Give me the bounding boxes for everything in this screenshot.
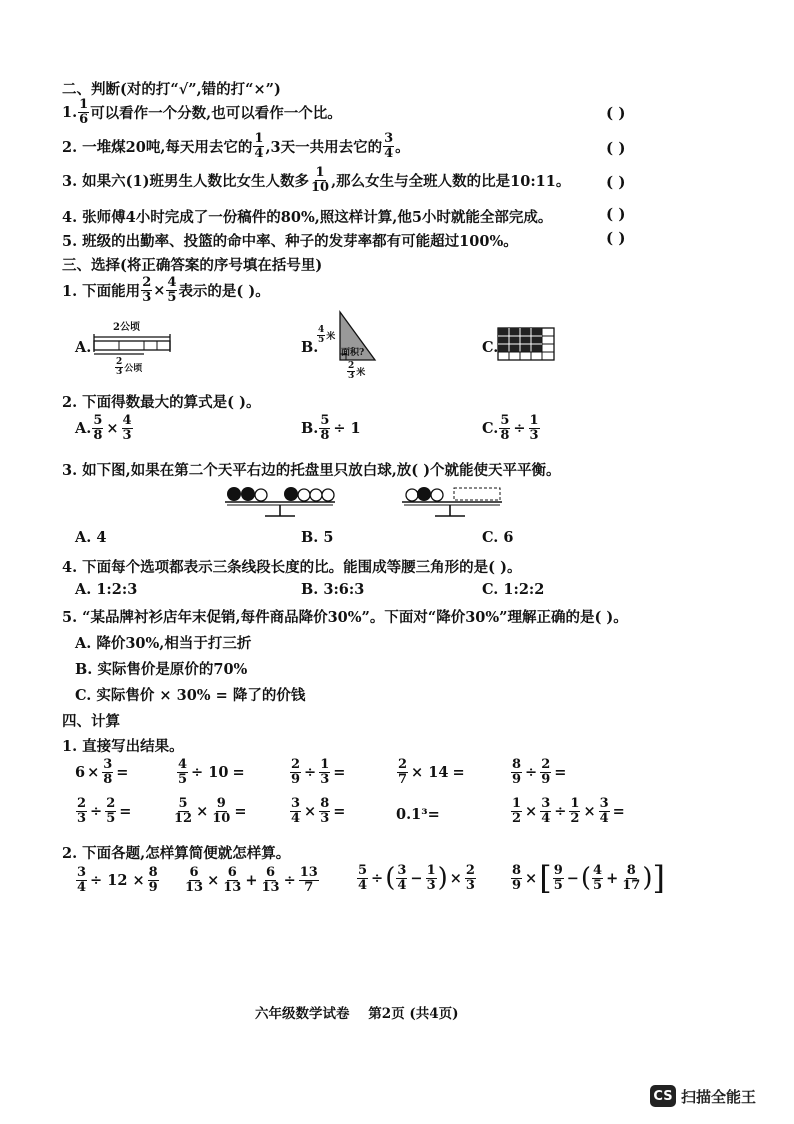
- judge-q3: 3. 如果六(1)班男生人数比女生人数多 $\frac{1}{10}$ ,那么女生与全班人数的比是10:11。: [62, 165, 571, 195]
- choice-q1: 1. 下面能用 $\frac{2}{3}$ × $\frac{4}{5}$ 表示的是( )。: [62, 275, 270, 305]
- balance-scale-2: [402, 482, 504, 522]
- option-b-label[interactable]: B.: [301, 339, 319, 356]
- triangle-left-label: $\frac{4}{5}$ 米: [318, 325, 336, 346]
- judge-q5: 5. 班级的出勤率、投篮的命中率、种子的发芽率都有可能超过100%。: [62, 233, 518, 250]
- section-3-title: 三、选择(将正确答案的序号填在括号里): [62, 257, 323, 274]
- expression: $\frac{2}{7}$ × 14 =: [398, 757, 465, 787]
- option-c[interactable]: C. $\frac{5}{8}$ ÷ $\frac{1}{3}$: [482, 413, 539, 443]
- option-a-label[interactable]: A.: [75, 339, 92, 356]
- option-b[interactable]: B. $\frac{5}{8}$ ÷ 1: [301, 413, 361, 443]
- judge-q4: 4. 张师傅4小时完成了一份稿件的80%,照这样计算,他5小时就能全部完成。: [62, 209, 553, 226]
- fraction: $\frac{1}{10}$: [311, 165, 330, 195]
- expression: $\frac{4}{5}$ ÷ 10 =: [178, 757, 245, 787]
- answer-bracket[interactable]: ( ): [606, 173, 626, 191]
- option-c[interactable]: C. 6: [482, 529, 514, 546]
- expression: $\frac{2}{3}$ ÷ $\frac{2}{5}$ =: [77, 796, 132, 826]
- option-c[interactable]: C. 1:2:2: [482, 581, 545, 598]
- cs-logo-icon: CS: [650, 1085, 676, 1107]
- triangle-area-label: 面积?: [341, 348, 365, 358]
- area-bar-figure: [92, 330, 174, 356]
- expression: $\frac{2}{9}$ ÷ $\frac{1}{3}$ =: [291, 757, 346, 787]
- fraction: $\frac{1}{4}$: [254, 131, 264, 161]
- expression: $\frac{1}{2}$ × $\frac{3}{4}$ ÷ $\frac{1}{2}$ × $\frac{3}{4}$ =: [512, 796, 625, 826]
- choice-q3: 3. 如下图,如果在第二个天平右边的托盘里只放白球,放( )个就能使天平平衡。: [62, 462, 561, 479]
- expression: $\frac{3}{4}$ × $\frac{8}{3}$ =: [291, 796, 346, 826]
- section-2-title: 二、判断(对的打“√”,错的打“×”): [62, 81, 281, 98]
- option-a[interactable]: A. $\frac{5}{8}$ × $\frac{4}{3}$: [75, 413, 132, 443]
- judge-q1: 1. $\frac{1}{6}$ 可以看作一个分数,也可以看作一个比。: [62, 97, 342, 127]
- option-c-label[interactable]: C.: [482, 339, 499, 356]
- grid-figure: [497, 327, 555, 361]
- fraction: $\frac{3}{4}$: [384, 131, 394, 161]
- expression: $\frac{8}{9}$ × [ $\frac{9}{5}$ − ( $\frac{4}{5}$ + $\frac{8}{17}$ ) ]: [512, 859, 665, 897]
- expression: $\frac{8}{9}$ ÷ $\frac{2}{9}$ =: [512, 757, 567, 787]
- option-b[interactable]: B. 5: [301, 529, 334, 546]
- balance-scale-1: [225, 482, 337, 522]
- fraction: $\frac{4}{5}$: [167, 275, 177, 305]
- option-c[interactable]: C. 实际售价 × 30% = 降了的价钱: [75, 687, 306, 704]
- option-a[interactable]: A. 1:2:3: [75, 581, 138, 598]
- option-b[interactable]: B. 3:6:3: [301, 581, 365, 598]
- choice-q5: 5. “某品牌衬衫店年末促销,每件商品降价30%”。下面对“降价30%”理解正确的是( )。: [62, 609, 628, 626]
- option-a[interactable]: A. 4: [75, 529, 107, 546]
- expression: $\frac{5}{12}$ × $\frac{9}{10}$ =: [174, 796, 247, 826]
- area-top-label: 2公顷: [113, 322, 140, 333]
- calc-q2: 2. 下面各题,怎样算简便就怎样算。: [62, 845, 291, 862]
- choice-q4: 4. 下面每个选项都表示三条线段长度的比。能围成等腰三角形的是( )。: [62, 559, 522, 576]
- calc-q1: 1. 直接写出结果。: [62, 738, 184, 755]
- expression: $\frac{3}{4}$ ÷ 12 × $\frac{8}{9}$: [77, 865, 158, 895]
- answer-bracket[interactable]: ( ): [606, 104, 626, 122]
- expression: 0.1³=: [396, 806, 440, 823]
- answer-bracket[interactable]: ( ): [606, 229, 626, 247]
- answer-bracket[interactable]: ( ): [606, 139, 626, 157]
- option-b[interactable]: B. 实际售价是原价的70%: [75, 661, 248, 678]
- expression: $\frac{5}{4}$ ÷ ( $\frac{3}{4}$ − $\frac{1}{3}$ ) × $\frac{2}{3}$: [358, 863, 475, 894]
- expression: 6 × $\frac{3}{8}$ =: [75, 757, 129, 787]
- answer-bracket[interactable]: ( ): [606, 205, 626, 223]
- scanner-watermark: [650, 1085, 756, 1107]
- judge-q2: 2. 一堆煤20吨,每天用去它的 $\frac{1}{4}$ ,3天一共用去它的 $\frac{3}{4}$ 。: [62, 131, 410, 161]
- choice-q2: 2. 下面得数最大的算式是( )。: [62, 394, 261, 411]
- section-4-title: 四、计算: [62, 713, 120, 730]
- triangle-bottom-label: $\frac{2}{3}$ 米: [348, 361, 366, 382]
- area-bottom-label: $\frac{2}{3}$ 公顷: [116, 357, 143, 378]
- page-footer: 六年级数学试卷 第2页 (共4页): [255, 1006, 459, 1022]
- scanner-brand-text: 扫描全能王: [681, 1087, 757, 1106]
- expression: $\frac{6}{13}$ × $\frac{6}{13}$ + $\frac{6}{13}$ ÷ $\frac{13}{7}$: [185, 865, 318, 895]
- option-a[interactable]: A. 降价30%,相当于打三折: [75, 635, 252, 652]
- fraction: $\frac{2}{3}$: [142, 275, 152, 305]
- fraction: $\frac{1}{6}$: [79, 97, 89, 127]
